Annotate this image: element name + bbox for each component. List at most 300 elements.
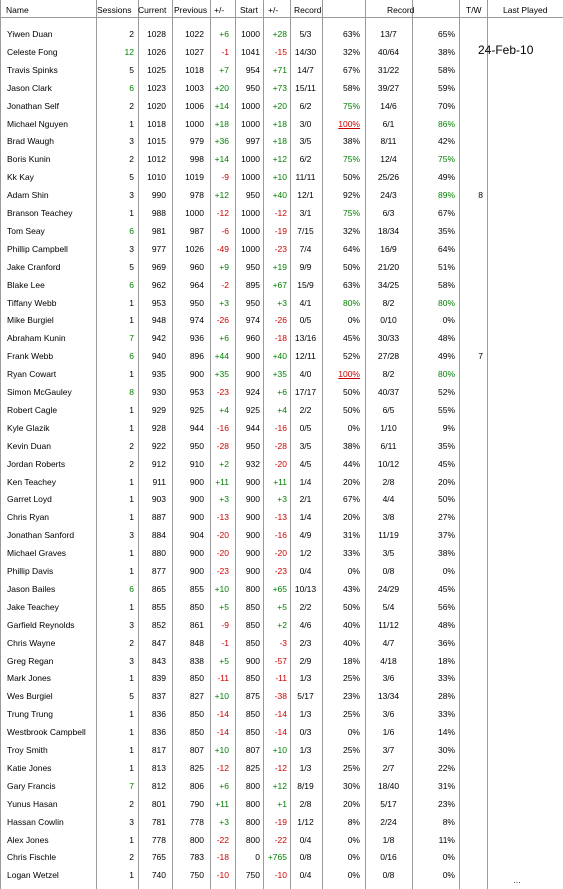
change-cell: -28 [216,440,229,451]
current-rating-cell: 839 [151,673,166,684]
previous-rating-cell: 1027 [185,46,204,57]
win-pct-total-cell: 22% [437,762,455,773]
previous-rating-cell: 900 [189,476,204,487]
win-pct-total-cell: 11% [438,834,455,845]
win-pct-total-cell: 33% [437,673,455,684]
sessions-cell: 1 [129,315,134,326]
header-change-since-start: +/- [268,5,279,15]
tw-cell [459,634,483,652]
previous-rating-cell: 936 [189,333,204,344]
table-row [0,311,563,329]
win-pct-cell: 64% [342,243,360,254]
table-row [0,97,563,115]
change-cell: +5 [219,601,229,612]
tw-cell [459,508,483,526]
current-rating-cell: 781 [151,816,166,827]
sessions-cell: 7 [129,333,134,344]
tw-cell [459,705,483,723]
current-rating-cell: 948 [151,315,166,326]
current-rating-cell: 813 [151,762,166,773]
tw-cell [459,311,483,329]
previous-rating-cell: 850 [189,673,204,684]
tw-cell [459,97,483,115]
table-row [0,168,563,186]
start-rating-cell: 900 [245,494,260,505]
change-cell: -14 [216,709,229,720]
sessions-cell: 1 [129,476,134,487]
change-since-start-cell: +40 [272,351,287,362]
win-pct-cell: 31% [342,530,360,541]
current-rating-cell: 942 [151,333,166,344]
sessions-cell: 6 [129,225,134,236]
start-rating-cell: 825 [245,762,260,773]
change-cell: +6 [219,333,229,344]
win-pct-cell: 40% [342,637,360,648]
player-name: Trung Trung [7,709,53,720]
player-name: Yiwen Duan [7,29,53,39]
previous-rating-cell: 855 [189,583,204,594]
player-name: Jonathan Sanford [7,530,75,541]
tw-cell [459,544,483,562]
change-cell: -23 [216,387,229,397]
change-since-start-cell: -38 [274,691,287,702]
record-cell: 2/9 [299,655,312,666]
previous-rating-cell: 1026 [185,243,204,254]
win-pct-cell: 67% [342,494,360,505]
record-total-cell: 6/3 [382,208,395,218]
player-name: Adam Shin [7,190,49,201]
sessions-cell: 3 [129,243,134,254]
table-row [0,848,563,866]
record-cell: 0/3 [299,727,312,738]
change-since-start-cell: -23 [274,243,287,254]
win-pct-total-cell: 30% [437,745,455,755]
player-name: Tom Seay [7,225,45,236]
win-pct-cell: 30% [342,780,360,791]
change-cell: +3 [219,494,229,505]
start-rating-cell: 1000 [241,154,260,165]
win-pct-total-cell: 0% [442,315,455,326]
change-since-start-cell: +18 [272,136,287,147]
change-cell: -9 [221,172,229,183]
record-cell: 13/16 [294,333,317,344]
record-total-cell: 4/4 [382,494,395,505]
change-since-start-cell: +67 [272,279,287,290]
previous-rating-cell: 1003 [185,82,204,93]
record-cell: 2/1 [299,494,312,505]
table-row [0,723,563,741]
start-rating-cell: 924 [245,387,260,397]
start-rating-cell: 850 [245,619,260,630]
player-name: Phillip Davis [7,566,54,576]
sessions-cell: 3 [129,619,134,630]
win-pct-cell: 50% [342,261,360,272]
change-since-start-cell: -57 [274,655,287,666]
record-total-cell: 2/8 [382,476,395,487]
record-cell: 5/3 [299,29,312,39]
change-cell: +6 [219,29,229,39]
record-total-cell: 3/6 [382,673,395,684]
tw-cell [459,204,483,222]
current-rating-cell: 1028 [147,29,166,39]
win-pct-total-cell: 56% [437,601,455,612]
player-name: Katie Jones [7,762,52,773]
start-rating-cell: 800 [245,780,260,791]
start-rating-cell: 944 [245,422,260,433]
tw-cell [459,669,483,687]
start-rating-cell: 900 [245,369,260,380]
sessions-cell: 6 [129,583,134,594]
win-pct-cell: 25% [342,673,360,684]
change-since-start-cell: +40 [272,190,287,201]
change-since-start-cell: -20 [274,458,287,469]
change-cell: +10 [214,583,229,594]
tw-cell [459,383,483,401]
tw-cell [459,150,483,168]
current-rating-cell: 981 [151,225,166,236]
current-rating-cell: 1010 [147,172,166,183]
record-total-cell: 40/37 [377,387,400,397]
previous-rating-cell: 998 [189,154,204,165]
start-rating-cell: 900 [245,566,260,576]
change-since-start-cell: +10 [272,172,287,183]
current-rating-cell: 843 [151,655,166,666]
table-row [0,741,563,759]
tw-cell [459,741,483,759]
tw-cell [459,222,483,240]
player-name: Logan Wetzel [7,870,59,881]
table-row [0,240,563,258]
current-rating-cell: 962 [151,279,166,290]
start-rating-cell: 750 [245,870,260,881]
current-rating-cell: 1012 [147,154,166,165]
change-cell: +3 [219,297,229,308]
current-rating-cell: 953 [151,297,166,308]
previous-rating-cell: 850 [189,709,204,720]
change-since-start-cell: -16 [274,422,287,433]
start-rating-cell: 807 [245,745,260,755]
change-since-start-cell: +20 [272,100,287,111]
win-pct-cell: 45% [342,333,360,344]
win-pct-cell: 75% [342,154,360,165]
record-total-cell: 0/16 [380,852,397,863]
record-total-cell: 3/7 [382,745,395,755]
previous-rating-cell: 964 [189,279,204,290]
sessions-cell: 5 [129,691,134,702]
record-cell: 7/4 [299,243,312,254]
change-cell: -10 [216,870,229,881]
change-since-start-cell: +765 [267,852,287,863]
tw-cell [459,526,483,544]
start-rating-cell: 800 [245,583,260,594]
change-cell: +9 [219,261,229,272]
win-pct-cell: 40% [342,619,360,630]
previous-rating-cell: 974 [189,315,204,326]
header-divider [0,17,563,18]
tw-cell [459,652,483,670]
sessions-cell: 3 [129,190,134,201]
record-total-cell: 1/6 [382,727,395,738]
sessions-cell: 3 [129,136,134,147]
table-row [0,508,563,526]
win-pct-cell: 75% [342,100,360,111]
table-row [0,490,563,508]
win-pct-cell: 63% [342,279,360,290]
change-since-start-cell: -22 [274,834,287,845]
record-cell: 2/8 [299,798,312,809]
player-name: Westbrook Campbell [7,727,86,738]
change-since-start-cell: +11 [273,476,287,487]
previous-rating-cell: 825 [189,762,204,773]
win-pct-cell: 33% [342,548,360,559]
win-pct-cell: 50% [342,404,360,415]
win-pct-cell: 0% [347,727,360,738]
win-pct-cell: 25% [342,709,360,720]
table-row [0,759,563,777]
player-name: Hassan Cowlin [7,816,64,827]
previous-rating-cell: 978 [189,190,204,201]
header-previous: Previous [174,5,208,15]
player-name: Garfield Reynolds [7,619,75,630]
sessions-cell: 2 [129,637,134,648]
record-cell: 0/4 [299,834,312,845]
change-cell: +20 [214,82,229,93]
change-since-start-cell: +3 [277,494,287,505]
current-rating-cell: 977 [151,243,166,254]
change-since-start-cell: -14 [274,709,287,720]
current-rating-cell: 855 [151,601,166,612]
start-rating-cell: 1000 [241,100,260,111]
change-since-start-cell: +4 [277,404,287,415]
win-pct-total-cell: 8% [442,816,455,827]
win-pct-cell: 63% [342,29,360,39]
record-cell: 3/0 [299,118,312,129]
previous-rating-cell: 850 [189,601,204,612]
start-rating-cell: 850 [245,727,260,738]
current-rating-cell: 877 [151,566,166,576]
table-row [0,866,563,884]
record-cell: 3/5 [299,440,312,451]
sessions-cell: 1 [129,548,134,559]
previous-rating-cell: 1006 [185,100,204,111]
current-rating-cell: 801 [151,798,166,809]
win-pct-total-cell: 20% [437,476,455,487]
record-cell: 10/13 [294,583,317,594]
previous-rating-cell: 861 [189,619,204,630]
current-rating-cell: 1015 [147,136,166,147]
start-rating-cell: 850 [245,601,260,612]
current-rating-cell: 988 [151,208,166,218]
previous-rating-cell: 944 [189,422,204,433]
tw-cell [459,777,483,795]
win-pct-total-cell: 27% [437,512,455,523]
previous-rating-cell: 783 [189,852,204,863]
table-row [0,473,563,491]
change-cell: -20 [216,530,229,541]
record-total-cell: 1/10 [380,422,397,433]
tw-cell [459,473,483,491]
change-cell: -2 [221,279,229,290]
win-pct-total-cell: 31% [437,780,455,791]
change-since-start-cell: -19 [274,816,287,827]
win-pct-cell: 0% [347,870,360,881]
win-pct-total-cell: 37% [437,530,455,541]
record-cell: 3/1 [299,208,312,218]
change-cell: +18 [214,118,229,129]
record-cell: 6/2 [299,154,312,165]
change-since-start-cell: -19 [274,225,287,236]
previous-rating-cell: 827 [189,691,204,702]
previous-rating-cell: 904 [189,530,204,541]
table-row [0,831,563,849]
previous-rating-cell: 1022 [185,29,204,39]
win-pct-cell: 0% [347,834,360,845]
current-rating-cell: 778 [151,834,166,845]
start-rating-cell: 960 [245,333,260,344]
player-name: Greg Regan [7,655,54,666]
previous-rating-cell: 800 [189,834,204,845]
start-rating-cell: 950 [245,297,260,308]
change-cell: -11 [217,673,229,684]
table-row [0,544,563,562]
record-total-cell: 0/8 [382,870,395,881]
record-cell: 9/9 [299,261,312,272]
record-total-cell: 5/17 [380,798,397,809]
table-row [0,61,563,79]
sessions-cell: 1 [129,727,134,738]
change-cell: +35 [214,369,229,380]
win-pct-total-cell: 45% [437,458,455,469]
sessions-cell: 1 [129,673,134,684]
previous-rating-cell: 900 [189,548,204,559]
start-rating-cell: 1000 [241,172,260,183]
win-pct-total-cell: 18% [437,655,455,666]
start-rating-cell: 900 [245,512,260,523]
win-pct-total-cell: 51% [437,261,455,272]
win-pct-cell: 50% [342,601,360,612]
current-rating-cell: 852 [151,619,166,630]
sessions-cell: 3 [129,816,134,827]
tw-cell [459,580,483,598]
table-row [0,598,563,616]
start-rating-cell: 950 [245,440,260,451]
table-row [0,276,563,294]
sessions-cell: 1 [129,494,134,505]
sessions-cell: 1 [129,208,134,218]
previous-rating-cell: 950 [189,440,204,451]
start-rating-cell: 997 [245,136,260,147]
change-cell: -49 [216,243,229,254]
table-row [0,455,563,473]
win-pct-cell: 0% [347,852,360,863]
record-total-cell: 5/4 [382,601,395,612]
record-cell: 2/2 [299,404,312,415]
win-pct-cell: 50% [342,387,360,397]
record-total-cell: 8/2 [382,369,395,380]
record-total-cell: 25/26 [377,172,400,183]
change-cell: -9 [221,619,229,630]
sessions-cell: 2 [129,440,134,451]
player-name: Blake Lee [7,279,45,290]
truncated-cell-text: … [513,876,521,885]
player-name: Kyle Glazik [7,422,50,433]
win-pct-cell: 8% [347,816,360,827]
previous-rating-cell: 960 [189,261,204,272]
start-rating-cell: 950 [245,261,260,272]
win-pct-cell: 38% [342,136,360,147]
table-row [0,705,563,723]
change-since-start-cell: -23 [274,566,287,576]
record-cell: 5/17 [297,691,314,702]
start-rating-cell: 850 [245,709,260,720]
start-rating-cell: 900 [245,655,260,666]
win-pct-total-cell: 48% [437,619,455,630]
change-cell: +2 [219,458,229,469]
record-cell: 4/5 [299,458,312,469]
sessions-cell: 3 [129,655,134,666]
player-name: Jason Clark [7,82,52,93]
sessions-cell: 5 [129,172,134,183]
player-name: Mark Jones [7,673,51,684]
win-pct-cell: 32% [342,225,360,236]
change-since-start-cell: -18 [274,333,287,344]
win-pct-total-cell: 65% [437,29,455,39]
last-played-date: 24-Feb-10 [478,43,534,57]
table-row [0,347,563,365]
record-cell: 6/2 [299,100,312,111]
record-cell: 12/1 [297,190,314,201]
player-name: Chris Ryan [7,512,50,523]
table-row [0,115,563,133]
sessions-cell: 2 [129,100,134,111]
sessions-cell: 2 [129,798,134,809]
win-pct-cell: 20% [342,476,360,487]
previous-rating-cell: 807 [189,745,204,755]
start-rating-cell: 800 [245,834,260,845]
current-rating-cell: 930 [151,387,166,397]
tw-cell [459,813,483,831]
win-pct-total-cell: 38% [437,548,455,559]
change-cell: +14 [214,100,229,111]
win-pct-cell: 20% [342,798,360,809]
table-row [0,777,563,795]
current-rating-cell: 928 [151,422,166,433]
table-row [0,132,563,150]
change-since-start-cell: -10 [274,870,287,881]
player-name: Yunus Hasan [7,798,58,809]
table-row [0,580,563,598]
record-cell: 0/4 [299,870,312,881]
change-since-start-cell: -12 [274,208,287,218]
change-cell: -18 [216,852,229,863]
win-pct-cell: 0% [347,422,360,433]
change-since-start-cell: -14 [274,727,287,738]
previous-rating-cell: 750 [189,870,204,881]
win-pct-cell: 50% [342,172,360,183]
change-cell: +14 [214,154,229,165]
tw-cell [459,848,483,866]
win-pct-total-cell: 28% [437,691,455,702]
change-since-start-cell: +1 [277,798,287,809]
change-since-start-cell: +28 [272,29,287,39]
record-cell: 2/2 [299,601,312,612]
tw-cell [459,490,483,508]
record-total-cell: 6/11 [380,440,397,451]
win-pct-total-cell: 86% [437,118,455,129]
previous-rating-cell: 979 [189,136,204,147]
change-since-start-cell: -11 [275,673,287,684]
start-rating-cell: 900 [245,476,260,487]
